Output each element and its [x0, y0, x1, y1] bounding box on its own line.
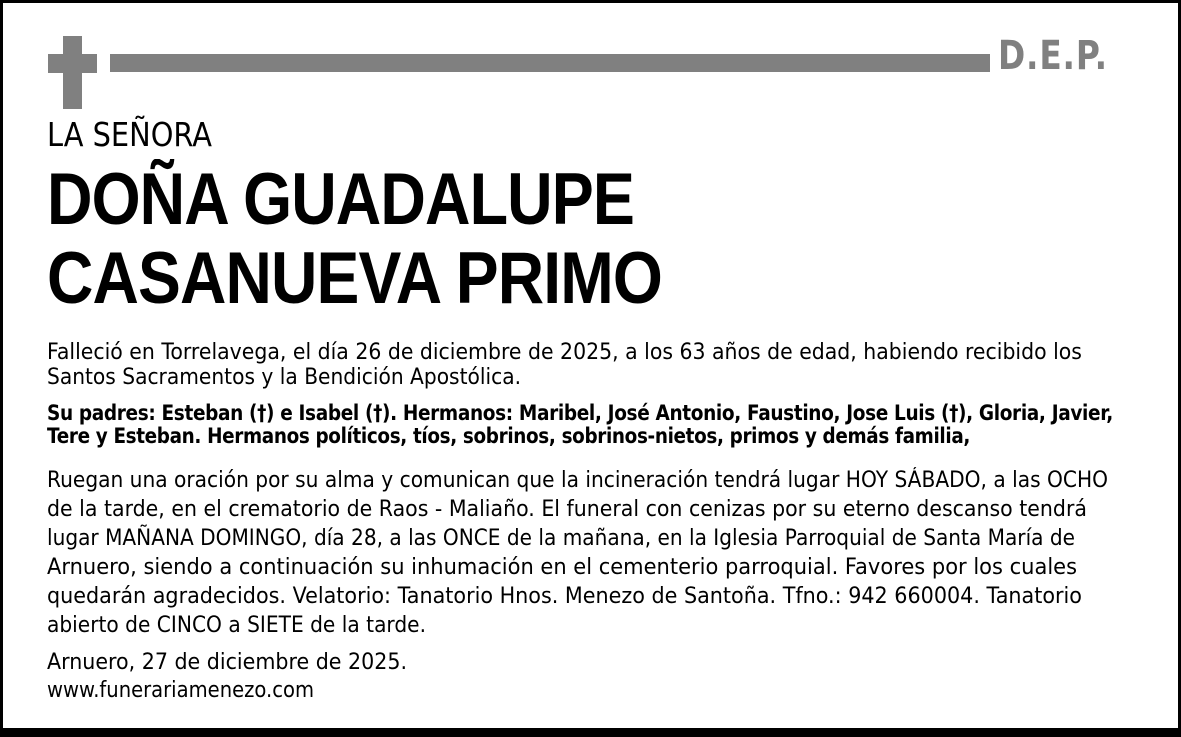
website-link[interactable]: www.funerariamenezo.com	[47, 678, 315, 703]
deceased-name-line-2: CASANUEVA PRIMO	[47, 238, 662, 319]
dep-label: D.E.P.	[998, 33, 1108, 79]
announcement-line: abierto de CINCO a SIETE de la tarde.	[47, 613, 427, 638]
deceased-name-line-1: DOÑA GUADALUPE	[47, 159, 634, 240]
announcement-line: lugar MAÑANA DOMINGO, día 28, a las ONCE de la mañana, en la Iglesia Parroquial de Santa María de	[47, 526, 1076, 551]
family-line: Su padres: Esteban (†) e Isabel (†). Hermanos: Maribel, José Antonio, Faustino, Jose Luis (†), Gloria, Javier,	[47, 401, 1113, 425]
place-date: Arnuero, 27 de diciembre de 2025.	[47, 650, 407, 675]
title-prefix: LA SEÑORA	[47, 115, 212, 154]
announcement-line: Arnuero, siendo a continuación su inhumación en el cementerio parroquial. Favores por los cuales	[47, 555, 1078, 580]
announcement-line: de la tarde, en el crematorio de Raos - Maliaño. El funeral con cenizas por su eterno descanso tendrá	[47, 497, 1087, 522]
header-rule	[110, 54, 990, 72]
cross-icon-arm	[48, 54, 97, 73]
death-notice-line: Falleció en Torrelavega, el día 26 de diciembre de 2025, a los 63 años de edad, habiendo recibido los	[47, 340, 1082, 365]
announcement-line: quedarán agradecidos. Velatorio: Tanatorio Hnos. Menezo de Santoña. Tfno.: 942 660004. Tanatorio	[47, 584, 1082, 609]
announcement-line: Ruegan una oración por su alma y comunican que la incineración tendrá lugar HOY SÁBADO, a las OCHO	[47, 468, 1109, 493]
family-line: Tere y Esteban. Hermanos políticos, tíos, sobrinos, sobrinos-nietos, primos y demás familia,	[47, 424, 971, 448]
death-notice-line: Santos Sacramentos y la Bendición Apostólica.	[47, 365, 522, 390]
